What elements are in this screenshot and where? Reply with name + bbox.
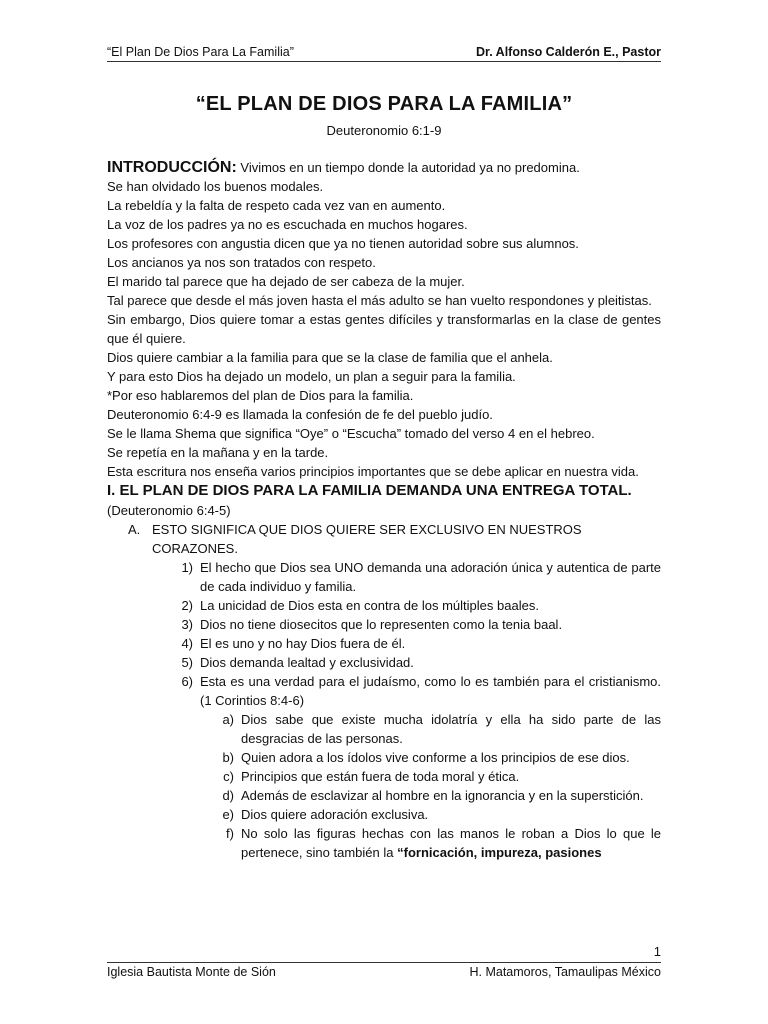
item-text: Quien adora a los ídolos vive conforme a los principios de ese dios. bbox=[241, 750, 630, 765]
intro-line: Y para esto Dios ha dejado un modelo, un plan a seguir para la familia. bbox=[107, 369, 516, 384]
page-number: 1 bbox=[653, 944, 661, 959]
item-marker: e) bbox=[222, 807, 234, 822]
intro-line: La rebeldía y la falta de respeto cada vez van en aumento. bbox=[107, 198, 446, 213]
item-marker: d) bbox=[222, 788, 234, 803]
item-marker: b) bbox=[222, 750, 234, 765]
document-title: “EL PLAN DE DIOS PARA LA FAMILIA” bbox=[195, 93, 573, 115]
item-marker: 6) bbox=[181, 674, 193, 689]
item-text: Dios no tiene diosecitos que lo representen como la tenia baal. bbox=[200, 617, 563, 632]
item-text: El es uno y no hay Dios fuera de él. bbox=[200, 636, 406, 651]
item-marker: c) bbox=[223, 769, 234, 784]
numbered-item bbox=[170, 596, 661, 615]
intro-line: Se le llama Shema que significa “Oye” o “Escucha” tomado del verso 4 en el hebreo. bbox=[107, 426, 595, 441]
item-text: El hecho que Dios sea UNO demanda una adoración única y autentica de parte de cada individuo y familia. bbox=[200, 560, 661, 594]
page-footer bbox=[107, 962, 661, 979]
intro-line: Tal parece que desde el más joven hasta el más adulto se han vuelto respondones y pleitistas. bbox=[107, 293, 652, 308]
header-document-title: “El Plan De Dios Para La Familia” bbox=[107, 45, 294, 59]
header-author: Dr. Alfonso Calderón E., Pastor bbox=[476, 45, 661, 59]
intro-line: Se repetía en la mañana y en la tarde. bbox=[107, 445, 329, 460]
numbered-item bbox=[170, 653, 661, 672]
outline-text: ESTO SIGNIFICA QUE DIOS QUIERE SER EXCLUSIVO EN NUESTROS CORAZONES. bbox=[152, 522, 582, 556]
numbered-item bbox=[170, 634, 661, 653]
item-text: Además de esclavizar al hombre en la ignorancia y en la superstición. bbox=[241, 788, 644, 803]
intro-first-text: Vivimos en un tiempo donde la autoridad ya no predomina. bbox=[236, 160, 580, 175]
item-marker: 3) bbox=[181, 617, 193, 632]
section-heading: I. EL PLAN DE DIOS PARA LA FAMILIA DEMANDA UNA ENTREGA TOTAL. bbox=[107, 482, 632, 499]
outline-marker: A. bbox=[128, 522, 141, 537]
intro-line: *Por eso hablaremos del plan de Dios para la familia. bbox=[107, 388, 414, 403]
item-marker: 2) bbox=[181, 598, 193, 613]
document-body bbox=[107, 158, 661, 862]
item-marker: 5) bbox=[181, 655, 193, 670]
page-header bbox=[107, 45, 661, 62]
item-text-bold: “fornicación, impureza, pasiones bbox=[397, 845, 602, 860]
lettered-item bbox=[218, 824, 661, 862]
lettered-item bbox=[218, 767, 661, 786]
item-text: Principios que están fuera de toda moral y ética. bbox=[241, 769, 520, 784]
footer-church-name: Iglesia Bautista Monte de Sión bbox=[107, 965, 276, 979]
item-marker: a) bbox=[222, 712, 234, 727]
item-marker: f) bbox=[226, 826, 234, 841]
item-text: Esta es una verdad para el judaísmo, como lo es también para el cristianismo. (1 Corintios 8:4-6) bbox=[200, 674, 661, 708]
item-marker: 1) bbox=[181, 560, 193, 575]
lettered-item bbox=[218, 748, 661, 767]
numbered-item bbox=[170, 672, 661, 710]
outline-item-a bbox=[128, 520, 661, 558]
intro-line: Se han olvidado los buenos modales. bbox=[107, 179, 324, 194]
intro-first-line bbox=[107, 158, 661, 177]
intro-label: INTRODUCCIÓN: bbox=[107, 159, 237, 176]
numbered-item bbox=[170, 558, 661, 596]
intro-line: Esta escritura nos enseña varios principios importantes que se debe aplicar en nuestra vida. bbox=[107, 464, 639, 479]
numbered-item bbox=[170, 615, 661, 634]
item-marker: 4) bbox=[181, 636, 193, 651]
intro-line: Sin embargo, Dios quiere tomar a estas gentes difíciles y transformarlas en la clase de gentes que él quiere. bbox=[107, 312, 661, 346]
item-text: Dios demanda lealtad y exclusividad. bbox=[200, 655, 414, 670]
item-text: Dios quiere adoración exclusiva. bbox=[241, 807, 429, 822]
section-reference: (Deuteronomio 6:4-5) bbox=[107, 503, 231, 518]
item-text bbox=[241, 824, 661, 862]
intro-line: Los profesores con angustia dicen que ya no tienen autoridad sobre sus alumnos. bbox=[107, 236, 579, 251]
intro-line: Dios quiere cambiar a la familia para que se la clase de familia que el anhela. bbox=[107, 350, 553, 365]
item-text: La unicidad de Dios esta en contra de los múltiples baales. bbox=[200, 598, 539, 613]
lettered-item bbox=[218, 786, 661, 805]
intro-line: Los ancianos ya nos son tratados con respeto. bbox=[107, 255, 376, 270]
intro-line: Deuteronomio 6:4-9 es llamada la confesión de fe del pueblo judío. bbox=[107, 407, 493, 422]
item-text-regular: No solo las figuras hechas con las manos le roban a Dios lo que le pertenece, sino también la bbox=[241, 826, 661, 860]
footer-location: H. Matamoros, Tamaulipas México bbox=[469, 965, 661, 979]
intro-line: La voz de los padres ya no es escuchada en muchos hogares. bbox=[107, 217, 468, 232]
document-scripture-reference: Deuteronomio 6:1-9 bbox=[326, 123, 442, 138]
lettered-item bbox=[218, 710, 661, 748]
lettered-item bbox=[218, 805, 661, 824]
item-text: Dios sabe que existe mucha idolatría y ella ha sido parte de las desgracias de las personas. bbox=[241, 712, 661, 746]
intro-line: El marido tal parece que ha dejado de ser cabeza de la mujer. bbox=[107, 274, 465, 289]
